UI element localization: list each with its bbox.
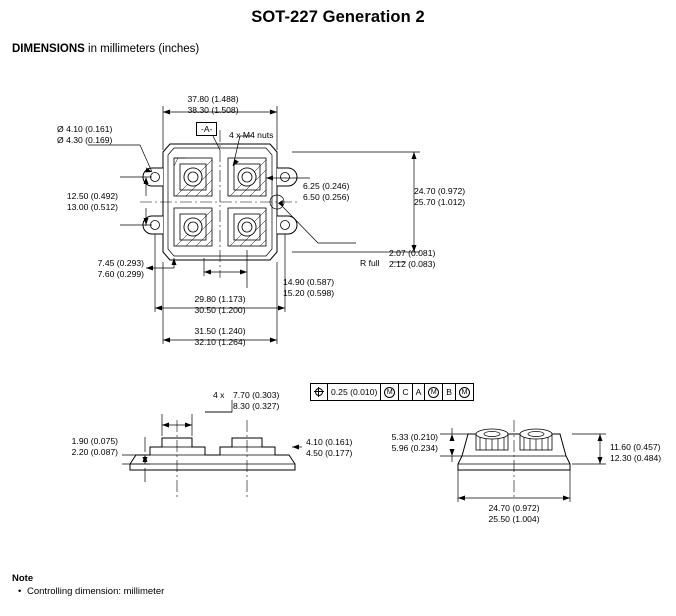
dim-tab-thickness xyxy=(42,436,118,457)
dim-hole-diameter xyxy=(57,124,112,145)
dim-side-top-line1: 5.33 (0.210) xyxy=(391,432,438,442)
datum-a-label: -A- xyxy=(196,122,217,136)
dim-center-pitch-line1: 14.90 (0.587) xyxy=(283,277,335,287)
dim-hole-pitch xyxy=(160,294,280,315)
dim-pad-offset-line2: 7.60 (0.299) xyxy=(97,268,144,279)
dim-side-top-line2: 5.96 (0.234) xyxy=(391,442,438,453)
dim-base-width-line2: 32.10 (1.264) xyxy=(194,336,246,347)
dim-overall-width-line2: 38.30 (1.508) xyxy=(187,104,239,115)
dim-center-pitch xyxy=(283,277,334,298)
label-r-full: R full xyxy=(360,258,380,268)
dim-pad-offset-line1: 7.45 (0.293) xyxy=(97,258,144,268)
dim-tab-thickness-line2: 2.20 (0.087) xyxy=(71,446,118,457)
gdt-datum-b-modifier xyxy=(456,384,473,400)
dim-tab-width xyxy=(303,181,349,202)
dim-terminal-height xyxy=(306,437,352,458)
dim-terminal-width-line2: 8.30 (0.327) xyxy=(233,400,280,411)
dim-side-width-line1: 24.70 (0.972) xyxy=(488,503,540,513)
dim-overall-width-line1: 37.80 (1.488) xyxy=(187,94,239,104)
dim-overall-height-line1: 24.70 (0.972) xyxy=(414,186,466,196)
dim-tab-width-line2: 6.50 (0.256) xyxy=(303,191,350,202)
dimensions-heading-bold: DIMENSIONS xyxy=(12,43,85,55)
note-item-text: Controlling dimension: millimeter xyxy=(27,586,165,597)
dim-terminal-width-prefix: 4 x xyxy=(213,390,225,400)
mmc-modifier-icon-2: M xyxy=(428,387,439,398)
dim-corner-radius-line1: 2.07 (0.081) xyxy=(389,248,436,258)
dim-side-height-line1: 11.60 (0.457) xyxy=(610,442,661,452)
dim-overall-width xyxy=(153,94,273,115)
dim-side-top xyxy=(362,432,438,453)
feature-control-frame xyxy=(310,383,474,401)
dim-hole-diameter-line1: Ø 4.10 (0.161) xyxy=(57,124,113,134)
gdt-datum-c: C xyxy=(399,384,412,400)
dim-hole-pitch-line2: 30.50 (1.200) xyxy=(194,304,246,315)
dim-tab-thickness-line1: 1.90 (0.075) xyxy=(71,436,118,446)
gdt-tolerance: 0.25 (0.010) xyxy=(328,384,381,400)
dim-terminal-height-line1: 4.10 (0.161) xyxy=(306,437,353,447)
position-symbol-icon xyxy=(314,387,324,397)
dim-left-spacing xyxy=(42,191,118,212)
dim-overall-height xyxy=(414,186,465,207)
dim-base-width-line1: 31.50 (1.240) xyxy=(194,326,246,336)
dim-side-height-line2: 12.30 (0.484) xyxy=(610,452,662,463)
dim-left-spacing-line2: 13.00 (0.512) xyxy=(66,201,118,212)
dim-center-pitch-line2: 15.20 (0.598) xyxy=(283,287,335,298)
dim-side-height xyxy=(610,442,661,463)
dim-corner-radius xyxy=(389,248,435,269)
dim-terminal-height-line2: 4.50 (0.177) xyxy=(306,447,353,458)
dim-overall-height-line2: 25.70 (1.012) xyxy=(414,196,466,207)
dim-base-width xyxy=(160,326,280,347)
gdt-datum-b: B xyxy=(443,384,456,400)
page-title: SOT-227 Generation 2 xyxy=(251,8,425,26)
dim-tab-width-line1: 6.25 (0.246) xyxy=(303,181,350,191)
dim-hole-diameter-line2: Ø 4.30 (0.169) xyxy=(57,134,113,145)
dim-pad-offset xyxy=(58,258,144,279)
gdt-datum-a-modifier xyxy=(425,384,443,400)
dim-side-width-line2: 25.50 (1.004) xyxy=(488,513,540,524)
dim-terminal-width xyxy=(233,390,279,411)
dim-terminal-width-line1: 7.70 (0.303) xyxy=(233,390,280,400)
note-heading: Note xyxy=(12,573,34,584)
mmc-modifier-icon: M xyxy=(384,387,395,398)
dim-corner-radius-line2: 2.12 (0.083) xyxy=(389,258,436,269)
note-item xyxy=(18,586,164,597)
mmc-modifier-icon-3: M xyxy=(459,387,470,398)
label-m4-nuts: 4 x M4 nuts xyxy=(229,130,274,140)
dim-left-spacing-line1: 12.50 (0.492) xyxy=(66,191,118,201)
dim-hole-pitch-line1: 29.80 (1.173) xyxy=(194,294,246,304)
gdt-symbol-position xyxy=(311,384,328,400)
dim-side-width xyxy=(454,503,574,524)
gdt-tolerance-modifier xyxy=(381,384,399,400)
bullet-icon: • xyxy=(18,586,22,597)
gdt-datum-a: A xyxy=(413,384,426,400)
dimensions-heading-rest: in millimeters (inches) xyxy=(84,43,200,55)
